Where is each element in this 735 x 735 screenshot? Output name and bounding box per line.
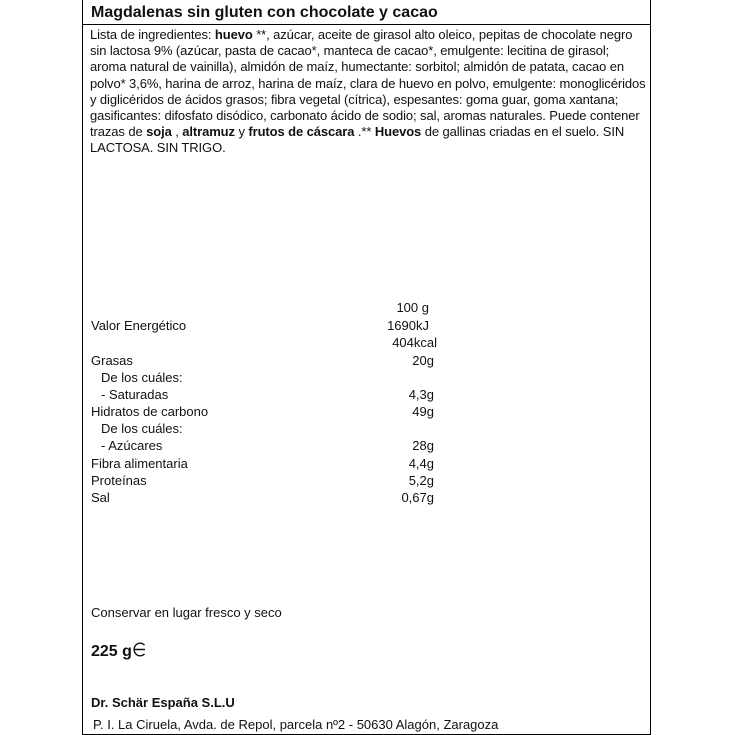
nutrient-label: De los cuáles: — [101, 421, 183, 436]
nutrition-row — [91, 437, 451, 454]
nutrient-value: 4,3g — [408, 387, 434, 402]
allergen-eggs-note: Huevos — [374, 124, 422, 140]
ingredients-part: , — [171, 124, 183, 140]
product-title: Magdalenas sin gluten con chocolate y cacao — [91, 4, 438, 21]
nutrition-row — [91, 472, 451, 489]
nutrient-value: 49g — [412, 404, 434, 419]
nutrient-label: Fibra alimentaria — [91, 456, 188, 471]
storage-instructions: Conservar en lugar fresco y seco — [91, 605, 282, 620]
nutrient-label: Valor Energético — [91, 318, 187, 333]
ingredients-text — [90, 27, 646, 157]
nutrient-value: 404kcal — [392, 335, 437, 350]
ingredients-part: y — [234, 124, 249, 140]
nutrient-value: 0,67g — [401, 490, 434, 505]
allergen-nuts: frutos de cáscara — [248, 124, 355, 140]
ingredients-part: **, azúcar, aceite de girasol alto oleico, pepitas de chocolate negro sin lactosa 9% (azúcar, pasta de cacao*, manteca de cacao*, emulgente: lecitina de girasol; aroma natural de vainilla), almidón de maíz, humectante: sorbitol; almidón de patata, cacao en polvo* 3,6%, harina de arroz, harina de maíz, clara de huevo en polvo, emulgente: monoglicéridos y diglicéridos de ácidos grasos; fibra vegetal (cítrica), espesantes: goma guar, goma xantana; gasificantes: difosfato disódico, carbonato ácido de sodio; sal, aromas naturales. Puede contener trazas de — [90, 27, 646, 140]
nutrient-label: - Saturadas — [101, 387, 169, 402]
net-weight — [91, 642, 146, 663]
nutrient-label: Hidratos de carbono — [91, 404, 209, 419]
nutrition-row — [91, 317, 451, 334]
nutrient-value: 5,2g — [408, 473, 434, 488]
nutrient-label: Proteínas — [91, 473, 147, 488]
nutrient-value: 20g — [412, 353, 434, 368]
nutrition-row — [91, 455, 451, 472]
nutrient-value: 4,4g — [408, 456, 434, 471]
ingredients-part: de gallinas criadas en el suelo. SIN LACTOSA. SIN TRIGO. — [90, 124, 625, 156]
nutrition-row — [91, 352, 451, 369]
nutrition-row — [91, 334, 451, 351]
nutrient-label: - Azúcares — [101, 438, 163, 453]
allergen-egg: huevo — [214, 27, 253, 42]
nutrition-column-header: 100 g — [396, 300, 429, 315]
nutrient-label: De los cuáles: — [101, 370, 183, 385]
ingredients-part: .** — [354, 124, 375, 140]
nutrition-row — [91, 369, 451, 386]
ingredients-part: Lista de ingredientes: — [90, 27, 215, 42]
title-divider — [82, 24, 651, 25]
nutrition-row — [91, 403, 451, 420]
company-address: P. I. La Ciruela, Avda. de Repol, parcela nº2 - 50630 Alagón, Zaragoza — [93, 717, 499, 732]
net-weight-value: 225 g — [91, 643, 132, 660]
nutrition-row — [91, 386, 451, 403]
nutrition-row — [91, 489, 451, 506]
nutrient-label: Sal — [91, 490, 110, 505]
nutrition-row — [91, 420, 451, 437]
nutrient-label: Grasas — [91, 353, 133, 368]
nutrient-value: 1690kJ — [387, 318, 429, 333]
nutrient-value: 28g — [412, 438, 434, 453]
nutrition-header — [91, 299, 451, 316]
company-name: Dr. Schär España S.L.U — [91, 695, 235, 710]
allergen-soy: soja — [146, 124, 172, 140]
estimated-sign-icon — [133, 642, 146, 663]
allergen-lupin: altramuz — [182, 124, 235, 140]
